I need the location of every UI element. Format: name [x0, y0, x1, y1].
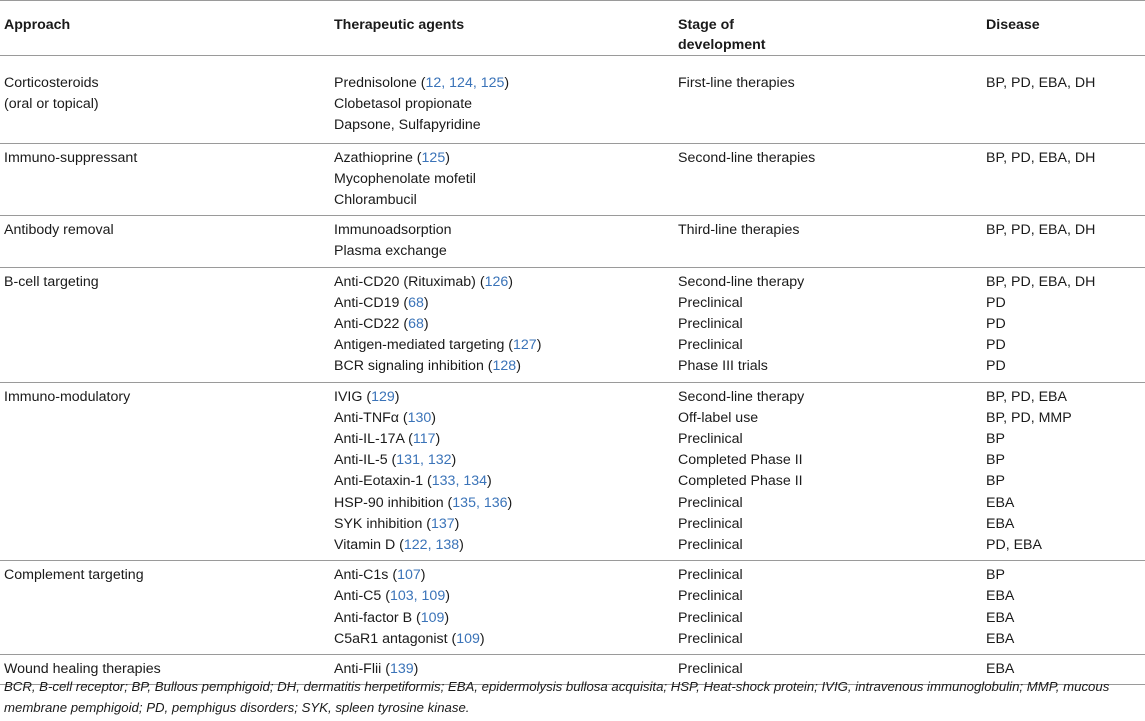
agent-name: Chlorambucil	[334, 192, 417, 209]
agent-name: Anti-CD22 (	[334, 316, 409, 333]
disease-text: EBA	[986, 588, 1015, 605]
stage-text	[678, 94, 982, 115]
agent-close-paren: )	[394, 388, 400, 405]
disease-text	[986, 115, 1145, 136]
header-approach	[0, 1, 330, 56]
disease-text: PD	[986, 294, 1006, 311]
stage-text: Completed Phase II	[678, 473, 803, 490]
reference-link[interactable]: 126	[484, 273, 509, 290]
agent-name: Anti-factor B (	[334, 609, 421, 626]
agents-cell	[330, 143, 674, 216]
table-row	[0, 561, 1145, 655]
agent-entry	[334, 514, 674, 535]
stage-text: Preclinical	[678, 515, 743, 532]
agent-entry	[334, 293, 674, 314]
disease-text: BP, PD, EBA, DH	[986, 149, 1096, 166]
disease-text: PD	[986, 337, 1006, 354]
disease-text: BP, PD, EBA, DH	[986, 222, 1096, 239]
agent-name: Vitamin D (	[334, 537, 404, 554]
agent-entry	[334, 73, 674, 94]
stage-text: Preclinical	[678, 609, 743, 626]
disease-text	[986, 94, 1145, 115]
reference-link[interactable]: 133, 134	[431, 473, 488, 490]
disease-text: EBA	[986, 609, 1015, 626]
disease-text: BP, PD, EBA, DH	[986, 75, 1096, 91]
agent-entry	[334, 608, 674, 629]
stage-text: Preclinical	[678, 588, 743, 605]
disease-text: EBA	[986, 494, 1015, 511]
stage-text: Preclinical	[678, 316, 743, 333]
disease-cell	[982, 561, 1145, 655]
disease-text: PD, EBA	[986, 537, 1042, 554]
stage-text: Phase III trials	[678, 358, 768, 375]
agents-cell	[330, 56, 674, 144]
agent-name: Dapsone, Sulfapyridine	[334, 117, 481, 134]
table-row	[0, 382, 1145, 561]
agent-close-paren: )	[508, 273, 513, 290]
header-stage-line: Stage of	[678, 17, 734, 33]
approach-cell	[0, 56, 330, 144]
stage-text: Second-line therapy	[678, 273, 805, 290]
stage-cell	[674, 143, 982, 216]
agent-entry	[334, 94, 674, 115]
agent-close-paren: )	[435, 431, 441, 448]
agent-close-paren: )	[423, 294, 429, 311]
agent-entry	[334, 169, 674, 190]
reference-link[interactable]: 139	[389, 661, 414, 678]
stage-cell	[674, 382, 982, 561]
agent-name: Mycophenolate mofetil	[334, 170, 476, 187]
header-agents	[330, 1, 674, 56]
disease-cell	[982, 216, 1145, 267]
agent-close-paren: )	[445, 149, 450, 166]
table-row	[0, 216, 1145, 267]
agent-entry	[334, 586, 674, 607]
disease-text: EBA	[986, 661, 1015, 678]
stage-cell	[674, 267, 982, 382]
agent-close-paren: )	[507, 494, 513, 511]
agent-close-paren: )	[454, 515, 460, 532]
agent-name: Prednisolone (	[334, 75, 426, 91]
agent-entry	[334, 565, 674, 586]
approach-text: Antibody removal	[4, 222, 114, 239]
stage-text: Second-line therapies	[678, 149, 816, 166]
stage-text: Preclinical	[678, 630, 743, 647]
table-body	[0, 56, 1145, 685]
reference-link[interactable]: 68	[408, 316, 424, 333]
stage-text: Preclinical	[678, 567, 743, 584]
stage-cell	[674, 561, 982, 655]
disease-cell	[982, 382, 1145, 561]
stage-cell	[674, 56, 982, 144]
header-stage-line: development	[678, 37, 766, 53]
disease-text: BP, PD, MMP	[986, 409, 1072, 426]
disease-text: BP	[986, 473, 1005, 490]
stage-text: Preclinical	[678, 337, 743, 354]
disease-text: PD	[986, 316, 1006, 333]
disease-cell	[982, 143, 1145, 216]
agent-close-paren: )	[423, 316, 429, 333]
agent-name: C5aR1 antagonist (	[334, 630, 457, 647]
agent-close-paren: )	[451, 452, 457, 469]
agent-entry	[334, 356, 674, 377]
agent-entry	[334, 493, 674, 514]
disease-text: BP	[986, 567, 1005, 584]
agent-name: SYK inhibition (	[334, 515, 431, 532]
agent-name: Plasma exchange	[334, 243, 447, 260]
agent-name: Anti-C1s (	[334, 567, 398, 584]
reference-link[interactable]: 129	[371, 388, 395, 405]
agent-close-paren: )	[487, 473, 492, 490]
reference-link[interactable]: 103, 109	[389, 588, 446, 605]
agents-cell	[330, 216, 674, 267]
approach-text: Corticosteroids	[4, 75, 99, 91]
agent-name: Anti-Eotaxin-1 (	[334, 473, 432, 490]
agent-name: Clobetasol propionate	[334, 96, 473, 113]
agent-close-paren: )	[479, 630, 485, 647]
agent-entry	[334, 535, 674, 556]
agent-name: Antigen-mediated targeting (	[334, 337, 514, 354]
agent-close-paren: )	[536, 337, 542, 354]
agent-name: Azathioprine (	[334, 149, 422, 166]
approach-cell	[0, 561, 330, 655]
reference-link[interactable]: 117	[412, 431, 436, 448]
stage-cell	[674, 216, 982, 267]
disease-text	[986, 169, 1145, 190]
agent-entry	[334, 241, 674, 262]
agent-close-paren: )	[445, 588, 450, 605]
approach-text: Wound healing therapies	[4, 661, 161, 678]
agent-name: Anti-CD20 (Rituximab) (	[334, 273, 485, 290]
agent-name: Anti-CD19 (	[334, 294, 409, 311]
agent-close-paren: )	[504, 75, 510, 91]
header-disease-line: Disease	[986, 17, 1040, 33]
reference-link[interactable]: 12, 124, 125	[425, 75, 505, 91]
stage-text: Preclinical	[678, 294, 743, 311]
agent-name: HSP-90 inhibition (	[334, 494, 453, 511]
header-agents-line: Therapeutic agents	[334, 17, 465, 33]
agent-entry	[334, 148, 674, 169]
agent-entry	[334, 190, 674, 211]
stage-text	[678, 241, 982, 262]
agent-entry	[334, 450, 674, 471]
stage-text	[678, 115, 982, 136]
reference-link[interactable]: 107	[397, 567, 421, 584]
agent-close-paren: )	[516, 358, 521, 375]
table-footnote: BCR, B-cell receptor; BP, Bullous pemphigoid; DH, dermatitis herpetiformis; EBA, epidermolysis bullosa acquisita; HSP, Heat-shock protein; IVIG, intravenous immunoglobulin; MMP, mucous membrane pemphigoid; PD, pemphigus disorders; SYK, spleen tyrosine kinase.	[4, 679, 1110, 715]
stage-text: Third-line therapies	[678, 222, 800, 239]
stage-text: Preclinical	[678, 537, 743, 554]
agent-entry	[334, 314, 674, 335]
agent-entry	[334, 272, 674, 293]
disease-text	[986, 190, 1145, 211]
disease-text	[986, 241, 1145, 262]
reference-link[interactable]: 127	[513, 337, 537, 354]
agent-name: BCR signaling inhibition (	[334, 358, 493, 375]
approach-cell	[0, 216, 330, 267]
approach-text: Complement targeting	[4, 567, 144, 584]
agent-close-paren: )	[413, 661, 419, 678]
approach-text: (oral or topical)	[4, 96, 99, 113]
agent-close-paren: )	[420, 567, 426, 584]
agents-cell	[330, 561, 674, 655]
approach-cell	[0, 267, 330, 382]
agent-entry	[334, 387, 674, 408]
reference-link[interactable]: 68	[408, 294, 424, 311]
agent-entry	[334, 335, 674, 356]
stage-text: First-line therapies	[678, 75, 795, 91]
agent-name: Anti-Flii (	[334, 661, 390, 678]
agents-cell	[330, 382, 674, 561]
agent-close-paren: )	[459, 537, 464, 554]
header-approach-line: Approach	[4, 17, 71, 33]
table-row	[0, 143, 1145, 216]
agent-close-paren: )	[431, 409, 437, 426]
approach-text: Immuno-modulatory	[4, 388, 131, 405]
disease-text: BP	[986, 431, 1005, 448]
stage-text	[678, 190, 982, 211]
agent-entry	[334, 629, 674, 650]
stage-text: Preclinical	[678, 494, 743, 511]
agent-entry	[334, 115, 674, 136]
disease-text: PD	[986, 358, 1006, 375]
agent-entry	[334, 408, 674, 429]
disease-text: EBA	[986, 515, 1015, 532]
table-row	[0, 56, 1145, 144]
approach-cell	[0, 143, 330, 216]
approach-text: Immuno-suppressant	[4, 149, 138, 166]
agent-entry	[334, 220, 674, 241]
agent-name: Anti-TNFα (	[334, 409, 408, 426]
agent-name: Anti-IL-17A (	[334, 431, 413, 448]
stage-text	[678, 169, 982, 190]
stage-text: Preclinical	[678, 661, 743, 678]
agent-name: Anti-IL-5 (	[334, 452, 397, 469]
disease-text: BP	[986, 452, 1005, 469]
reference-link[interactable]: 109	[420, 609, 445, 626]
agent-name: Immunoadsorption	[334, 222, 452, 239]
agent-close-paren: )	[444, 609, 450, 626]
disease-text: BP, PD, EBA, DH	[986, 273, 1096, 290]
stage-text: Second-line therapy	[678, 388, 805, 405]
reference-link[interactable]: 131, 132	[396, 452, 452, 469]
disease-text: BP, PD, EBA	[986, 388, 1067, 405]
stage-text: Preclinical	[678, 431, 743, 448]
disease-cell	[982, 56, 1145, 144]
table-row	[0, 267, 1145, 382]
agent-entry	[334, 429, 674, 450]
disease-text: EBA	[986, 630, 1015, 647]
agent-name: Anti-C5 (	[334, 588, 390, 605]
reference-link[interactable]: 137	[431, 515, 455, 532]
stage-text: Off-label use	[678, 409, 759, 426]
reference-link[interactable]: 130	[407, 409, 432, 426]
approach-cell	[0, 382, 330, 561]
table-header	[0, 1, 1145, 56]
stage-text: Completed Phase II	[678, 452, 803, 469]
agent-entry	[334, 471, 674, 492]
reference-link[interactable]: 109	[456, 630, 480, 647]
header-disease	[982, 1, 1145, 56]
agent-name: IVIG (	[334, 388, 372, 405]
reference-link[interactable]: 128	[492, 358, 517, 375]
agents-cell	[330, 267, 674, 382]
reference-link[interactable]: 135, 136	[452, 494, 508, 511]
header-stage	[674, 1, 982, 56]
disease-cell	[982, 267, 1145, 382]
approach-text: B-cell targeting	[4, 273, 99, 290]
reference-link[interactable]: 125	[421, 149, 446, 166]
reference-link[interactable]: 122, 138	[403, 537, 460, 554]
